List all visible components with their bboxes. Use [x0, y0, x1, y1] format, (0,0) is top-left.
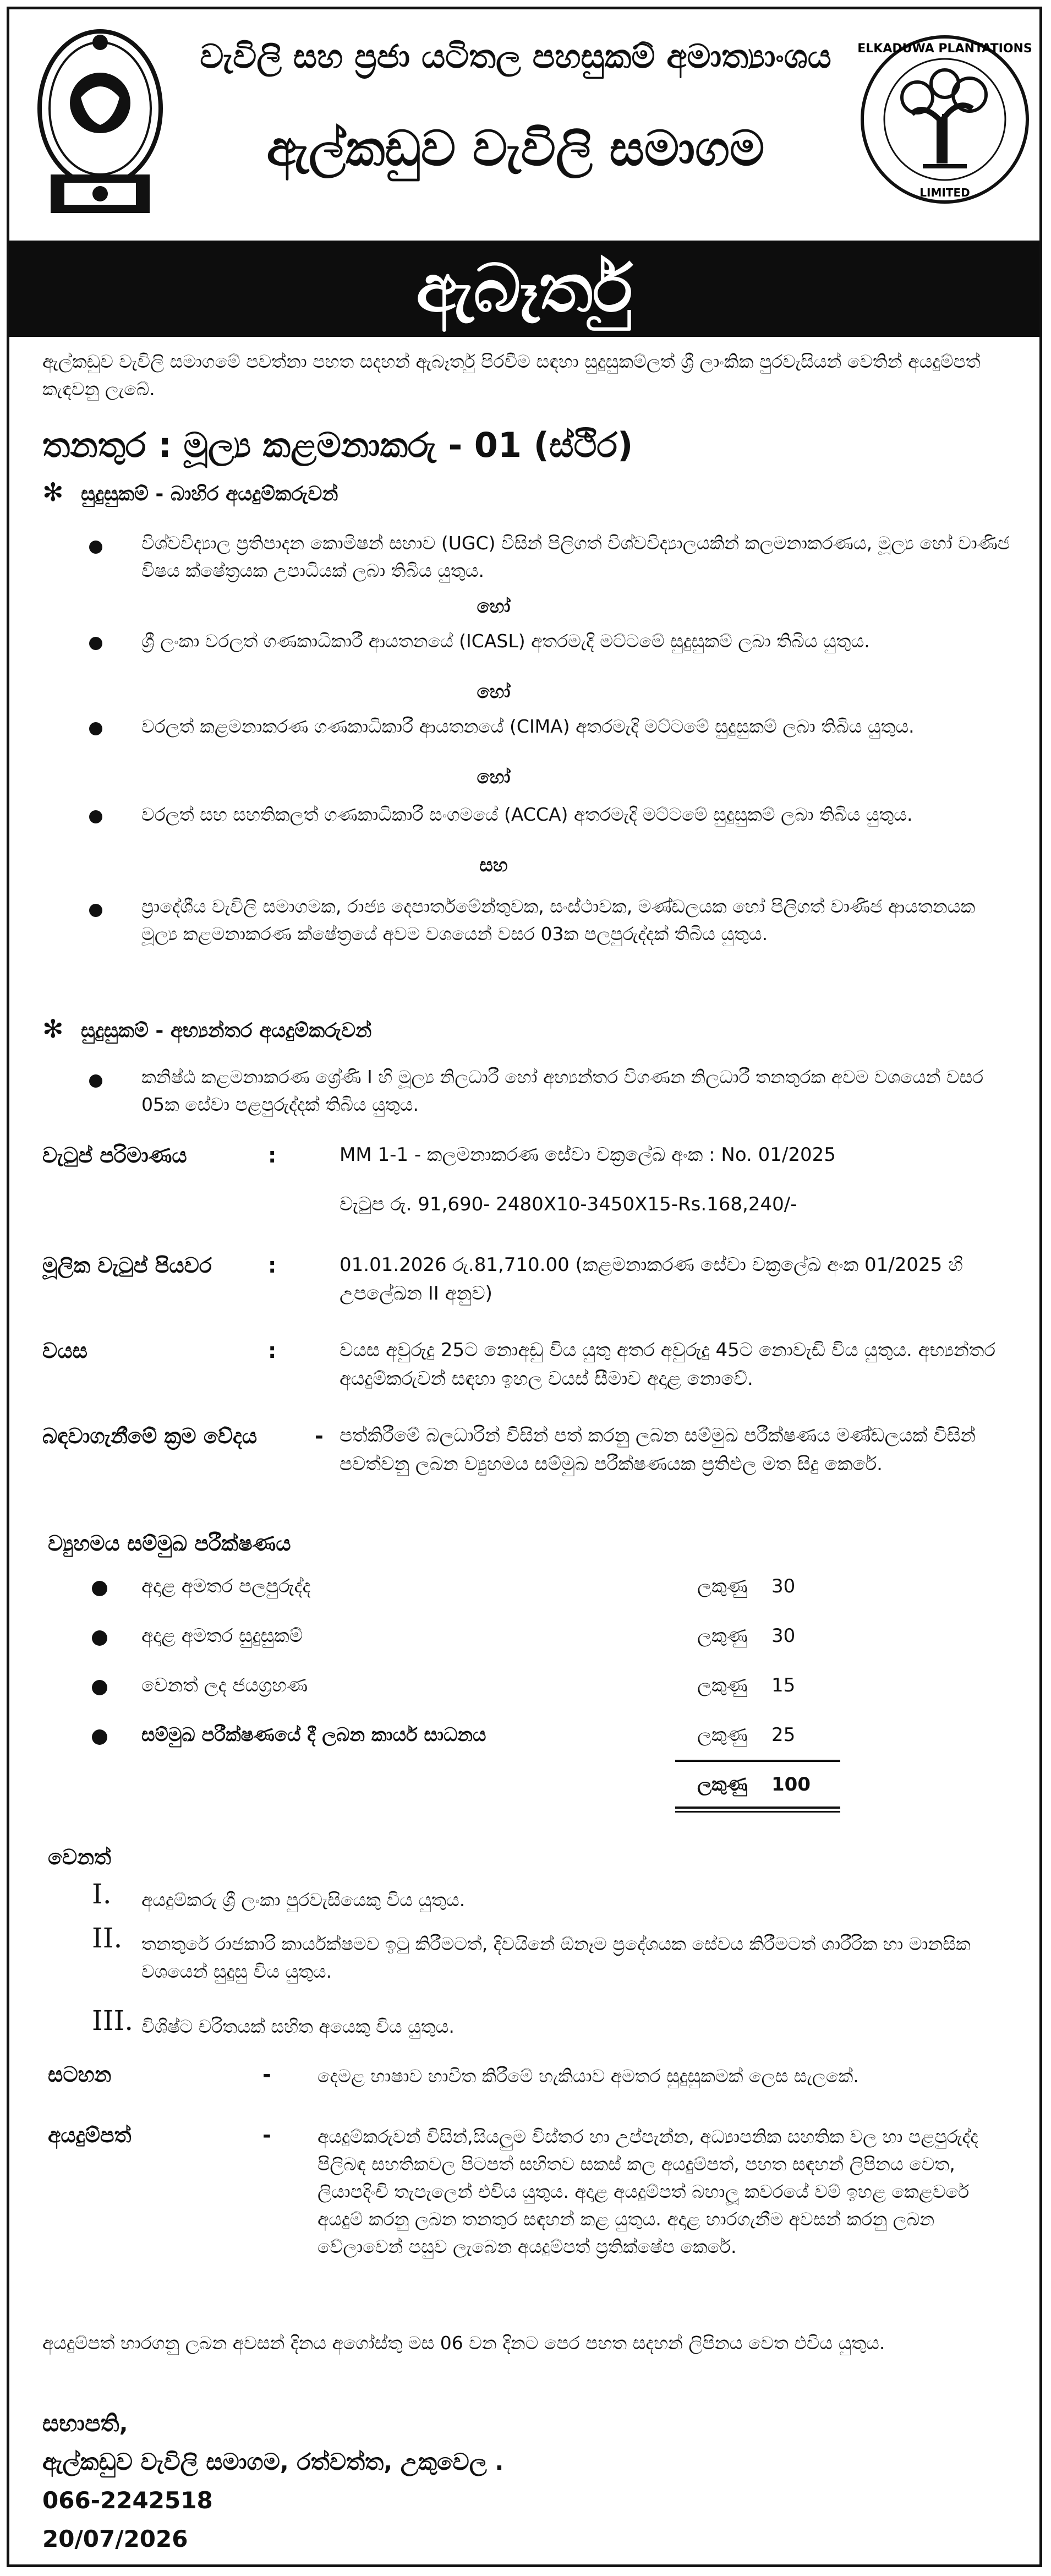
bullet-icon	[92, 1729, 107, 1745]
connector-and: සහ	[479, 854, 508, 876]
ministry-name: වැවිලි සහ ප්‍රජා යටිතල පහසුකම් අමාත්‍යාංශය	[200, 37, 831, 76]
interview-total: 100	[771, 1773, 811, 1795]
total-top-rule	[675, 1760, 840, 1762]
interview-row-3-marks: 15	[771, 1674, 796, 1696]
intro-text: ඇල්කඩුව වැවිලි සමාගමේ පවත්නා පහත සදහන් ඇබෑර්තු පිරවීම සඳහා සුදුසුකම්ලත් ශ්‍රී ලාංකික පුරවැසියන් වෙතින් අයදුම්පත් කැඳවනු ලැබේ.	[42, 351, 981, 400]
method-value: පත්කිරීමේ බලධාරින් විසින් පත් කරනු ලබන සම්මුඛ පරීක්ෂණය මණ්ඩලයක් විසින් පවත්වනු ලබන ව්‍යුහමය සම්මුඛ පරීක්ෂණයක ප්‍රතිඵල මත සිදු කෙරේ.	[340, 1425, 976, 1475]
colon: :	[268, 1143, 277, 1167]
signature-phone: 066-2242518	[42, 2487, 213, 2514]
other-heading: වෙනත්	[48, 1845, 111, 1869]
dash: -	[262, 2123, 271, 2147]
company-logo-icon	[857, 31, 1033, 213]
other-item-3: විශිෂ්ට චරිතයක් සහිත අයෙකු විය යුතුය.	[141, 2016, 455, 2037]
note-value: දෙමළ භාෂාව භාවිත කිරීමේ හැකියාව අමතර සුදුසුකමක් ලෙස සැලකේ.	[318, 2065, 859, 2087]
bullet-icon	[89, 722, 102, 735]
connector-or-1: හෝ	[477, 596, 511, 618]
marks-word: ලකුණු	[697, 1724, 748, 1746]
dash: -	[315, 1424, 324, 1448]
company-name: ඇල්කඩුව වැවිලි සමාගම	[266, 120, 765, 177]
other-item-2: තනතුරේ රාජකාරි කාර්යක්ෂමව ඉටු කිරීමටත්, දිවයිනේ ඕනෑම ප්‍රදේශයක සේවය කිරීමටත් ශාරීරික හා මානසික වශයෙන් සුදුසු විය යුතුය.	[141, 1933, 971, 1982]
initial-salary-label: මූලික වැටුප් පියවර	[42, 1253, 212, 1278]
interview-row-4-marks: 25	[771, 1724, 796, 1746]
asterisk-icon: ✻	[42, 1014, 64, 1044]
marks-word: ලකුණු	[697, 1575, 748, 1597]
external-heading: සුදුසුකම් - බාහිර අයදුම්කරුවන්	[81, 483, 338, 505]
bullet-icon	[89, 810, 102, 823]
interview-row-1-marks: 30	[771, 1575, 796, 1597]
external-item-4: වරලත් සහ සහතිකලත් ගණකාධිකාරී සංගමයේ (ACCA) අතරමැදි මට්ටමේ සුදුසුකම් ලබා තිබිය යුතුය.	[141, 804, 913, 825]
external-item-1: විශ්වවිද්‍යාල ප්‍රතිපාදන කොමිෂන් සභාව (UGC) විසින් පිලිගත් විශ්වවිද්‍යාලයකින් කලමනාකරණය, මූල්‍ය හෝ වාණිජ විෂය ක්ෂේත්‍රයක උපාධියක් ලබා තිබිය යුතුය.	[141, 532, 1010, 581]
dash: -	[262, 2062, 271, 2087]
internal-item: කනිෂ්ඨ කළමනාකරණ ශ්‍රේණි I හි මූල්‍ය නිලධාරී හෝ අභ්‍යන්තර විගණන නිලධාරී තනතුරක අවම වශයෙන් වසර 05ක සේවා පළපුරුද්දක් තිබිය යුතුය.	[141, 1066, 984, 1115]
bullet-icon	[89, 1074, 102, 1088]
roman-numeral-2: II.	[92, 1922, 123, 1954]
total-double-rule	[675, 1811, 840, 1813]
age-label: වයස	[42, 1339, 87, 1363]
bullet-icon	[89, 904, 102, 917]
bullet-icon	[92, 1581, 107, 1596]
bullet-icon	[89, 541, 102, 554]
marks-word: ලකුණු	[697, 1674, 748, 1696]
initial-salary-value: 01.01.2026 රු.81,710.00 (කළමනාකරණ සේවා චක්‍රලේඛ අංක 01/2025 හි උපලේඛන II අනුව)	[340, 1254, 963, 1305]
interview-row-3-label: වෙනත් ලද ජයග්‍රහණ	[141, 1674, 308, 1696]
total-bottom-rule	[675, 1807, 840, 1809]
connector-or-3: හෝ	[477, 766, 511, 788]
bullet-icon	[92, 1630, 107, 1646]
external-item-2: ශ්‍රී ලංකා වරලත් ගණකාධිකාරී ආයතනයේ (ICASL) අතරමැදි මට්ටමේ සුදුසුකම් ලබා තිබිය යුතුය.	[141, 630, 870, 652]
asterisk-icon: ✻	[42, 477, 64, 507]
interview-row-2-label: අදාළ අමතර සුදුසුකම්	[141, 1625, 303, 1647]
signature-date: 20/07/2026	[42, 2525, 188, 2552]
roman-numeral-3: III.	[92, 2005, 134, 2037]
roman-numeral-1: I.	[92, 1878, 112, 1910]
bullet-icon	[89, 637, 102, 650]
national-emblem-icon	[31, 26, 169, 230]
salary-line-1: MM 1-1 - කලමනාකරණ සේවා චක්‍රලේඛ අංක : No. 01/2025	[340, 1144, 836, 1166]
logo-text-top: ELKADUWA PLANTATIONS	[857, 42, 1032, 56]
note-label: සටහන	[48, 2062, 112, 2087]
interview-heading: ව්‍යුහමය සම්මුඛ පරීක්ෂණය	[48, 1531, 291, 1556]
colon: :	[268, 1339, 277, 1363]
internal-heading: සුදුසුකම් - අභ්‍යන්තර අයදුම්කරුවන්	[81, 1019, 372, 1042]
post-title: තනතුර : මූල්‍ය කළමනාකරු - 01 (ස්ථිර)	[42, 425, 633, 465]
closing-text: අයදුම්පත් භාරගනු ලබන අවසන් දිනය අගෝස්තු මස 06 වන දිනට පෙර පහත සදහන් ලිපිනය වෙත එවිය යුතුය.	[42, 2332, 885, 2354]
external-item-3: වරලත් කළමනාකරණ ගණකාධිකාරී ආයතනයේ (CIMA) අතරමැදි මට්ටමේ සුදුසුකම් ලබා තිබිය යුතුය.	[141, 716, 915, 737]
age-value: වයස අවුරුදු 25ට නොඅඩු විය යුතු අතර අවුරුදු 45ට නොවැඩි විය යුතුය. අභ්‍යන්තර අයදුම්කරුවන් සඳහා ඉහල වයස් සීමාව අදාළ නොවේ.	[340, 1339, 996, 1390]
logo-text-bottom: LIMITED	[919, 186, 970, 199]
marks-word-total: ලකුණු	[697, 1773, 748, 1795]
application-value: අයදුම්කරුවන් විසින්,සියලුම විස්තර හා උප්පැන්න, අධ්‍යාපනික සහතික වල හා පළපුරුද්ද පිලිබඳ සහතිකවල පිටපත් සහිතව සකස් කල අයදුම්පත්, පහත සඳහන් ලිපිනය වෙත, ලියාපදිංචි තැපැලෙන් එවිය යුතුය. අදාළ අයදුම්පත් බහාලූ කවරයේ වම් ඉහළ කෙළවරේ අයදුම් කරනු ලබන තනතුර සඳහන් කළ යුතුය. අදාළ භාරගැනීම අවසන් කරනු ලබන වේලාවෙන් පසුව ලැබෙන අයදුම්පත් ප්‍රතික්ෂේප කෙරේ.	[318, 2126, 978, 2257]
interview-row-2-marks: 30	[771, 1625, 796, 1647]
external-item-5: ප්‍රාදේශීය වැවිලි සමාගමක, රාජ්‍ය දෙපාර්තමේන්තුවක, සංස්ථාවක, මණ්ඩලයක හෝ පිලිගත් වාණිජ ආයතනයක මූල්‍ය කළමනාකරණ ක්ෂේත්‍රයේ අවම වශයෙන් වසර 03ක පලපුරුද්දක් තිබිය යුතුය.	[141, 896, 976, 945]
method-label: බඳවාගැනීමේ ක්‍රම වේදය	[42, 1424, 258, 1448]
other-item-1: අයදුම්කරු ශ්‍රී ලංකා පුරවැසියෙකු විය යුතුය.	[141, 1889, 466, 1911]
marks-word: ලකුණු	[697, 1625, 748, 1647]
colon: :	[268, 1253, 277, 1278]
application-label: අයදුම්පත්	[48, 2123, 132, 2147]
salary-line-2: වැටුප රු. 91,690- 2480X10-3450X15-Rs.168,240/-	[340, 1193, 797, 1215]
connector-or-2: හෝ	[477, 681, 511, 703]
header	[9, 9, 1039, 246]
signature-title: සභාපති,	[42, 2410, 128, 2437]
advertisement-frame	[7, 7, 1042, 2567]
salary-label: වැටුප් පරිමාණය	[42, 1143, 187, 1167]
bullet-icon	[92, 1680, 107, 1695]
interview-row-1-label: අදාළ අමතර පලපුරුද්ද	[141, 1575, 311, 1597]
interview-row-4-label: සම්මුඛ පරීක්ෂණයේ දී ලබන කාර්ය සාධනය	[141, 1724, 486, 1746]
signature-address: ඇල්කඩුව වැවිලි සමාගම, රත්වත්ත, උකුවෙල .	[42, 2448, 504, 2475]
vacancies-banner: ඇබෑර්තු	[9, 241, 1039, 337]
